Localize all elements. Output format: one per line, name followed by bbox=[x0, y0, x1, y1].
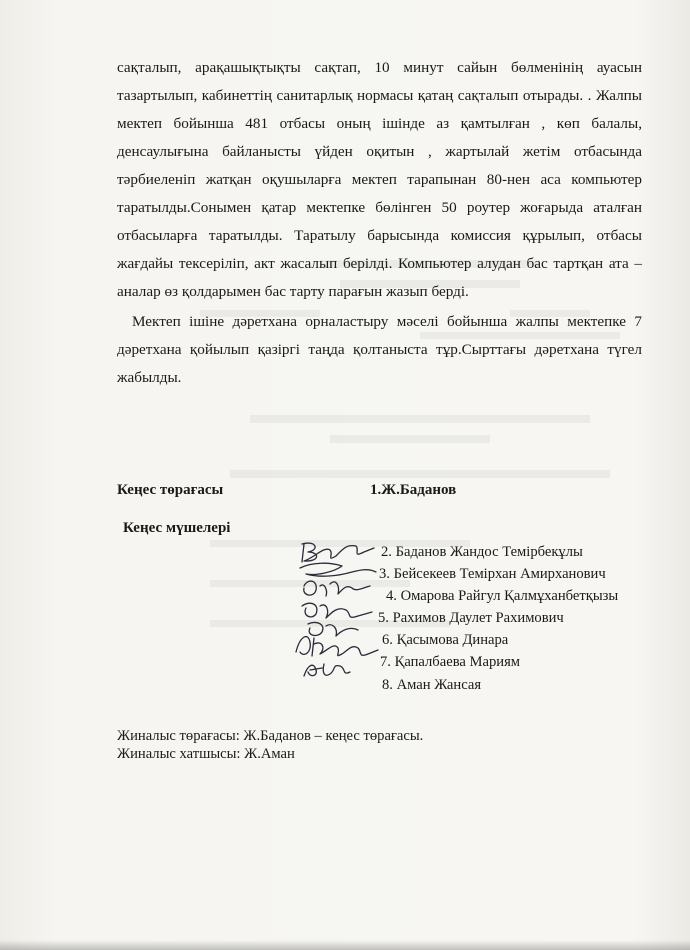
chair-label: Кеңес төрағасы bbox=[117, 482, 224, 498]
member-8: 8. Аман Жансая bbox=[382, 677, 482, 693]
main-text bbox=[117, 54, 642, 392]
member-4: 4. Омарова Райгул Қалмұханбетқызы bbox=[386, 588, 619, 604]
member-5: 5. Рахимов Даулет Рахимович bbox=[378, 610, 564, 626]
signatures bbox=[286, 532, 386, 682]
meeting-secretary: Жиналыс хатшысы: Ж.Аман bbox=[117, 746, 295, 762]
page-edge bbox=[0, 940, 690, 950]
member-6: 6. Қасымова Динара bbox=[382, 632, 509, 648]
paragraph-1: сақталып, арақашықтықты сақтап, 10 минут сайын бөлменінің ауасын тазартылып, кабинеттің санитарлық нормасы қатаң сақталып отырады. . Жалпы мектеп бойынша 481 отбасы оның ішінде аз қамтылған , көп балалы, денсаулығына байланысты үйден оқитын , жартылай жетім отбасында тәрбиеленіп жатқан оқушыларға мектеп тарапынан 80-нен аса компьютер таратылды.Сонымен қатар мектепке бөлінген 50 роутер жоғарыда аталған отбасыларға таратылды. Таратылу барысында комиссия құрылып, отбасы жағдайы тексеріліп, акт жасалып берілді. Компьютер алудан бас тартқан ата – аналар өз қолдарымен бас тарту парағын жазып берді. bbox=[117, 59, 642, 300]
member-2: 2. Баданов Жандос Темірбекұлы bbox=[381, 544, 583, 560]
members-label: Кеңес мүшелері bbox=[123, 520, 231, 536]
paragraph-2: Мектеп ішіне дәретхана орналастыру мәселі бойынша жалпы мектепке 7 дәретхана қойылып қазіргі таңда қолтаныста тұр.Сырттағы дәретхана түгел жабылды. bbox=[117, 313, 642, 386]
meeting-chair: Жиналыс төрағасы: Ж.Баданов – кеңес төрағасы. bbox=[117, 728, 424, 744]
member-7: 7. Қапалбаева Мариям bbox=[380, 654, 521, 670]
chair-name: 1.Ж.Баданов bbox=[370, 482, 457, 498]
member-3: 3. Бейсекеев Темірхан Амирханович bbox=[379, 566, 606, 582]
